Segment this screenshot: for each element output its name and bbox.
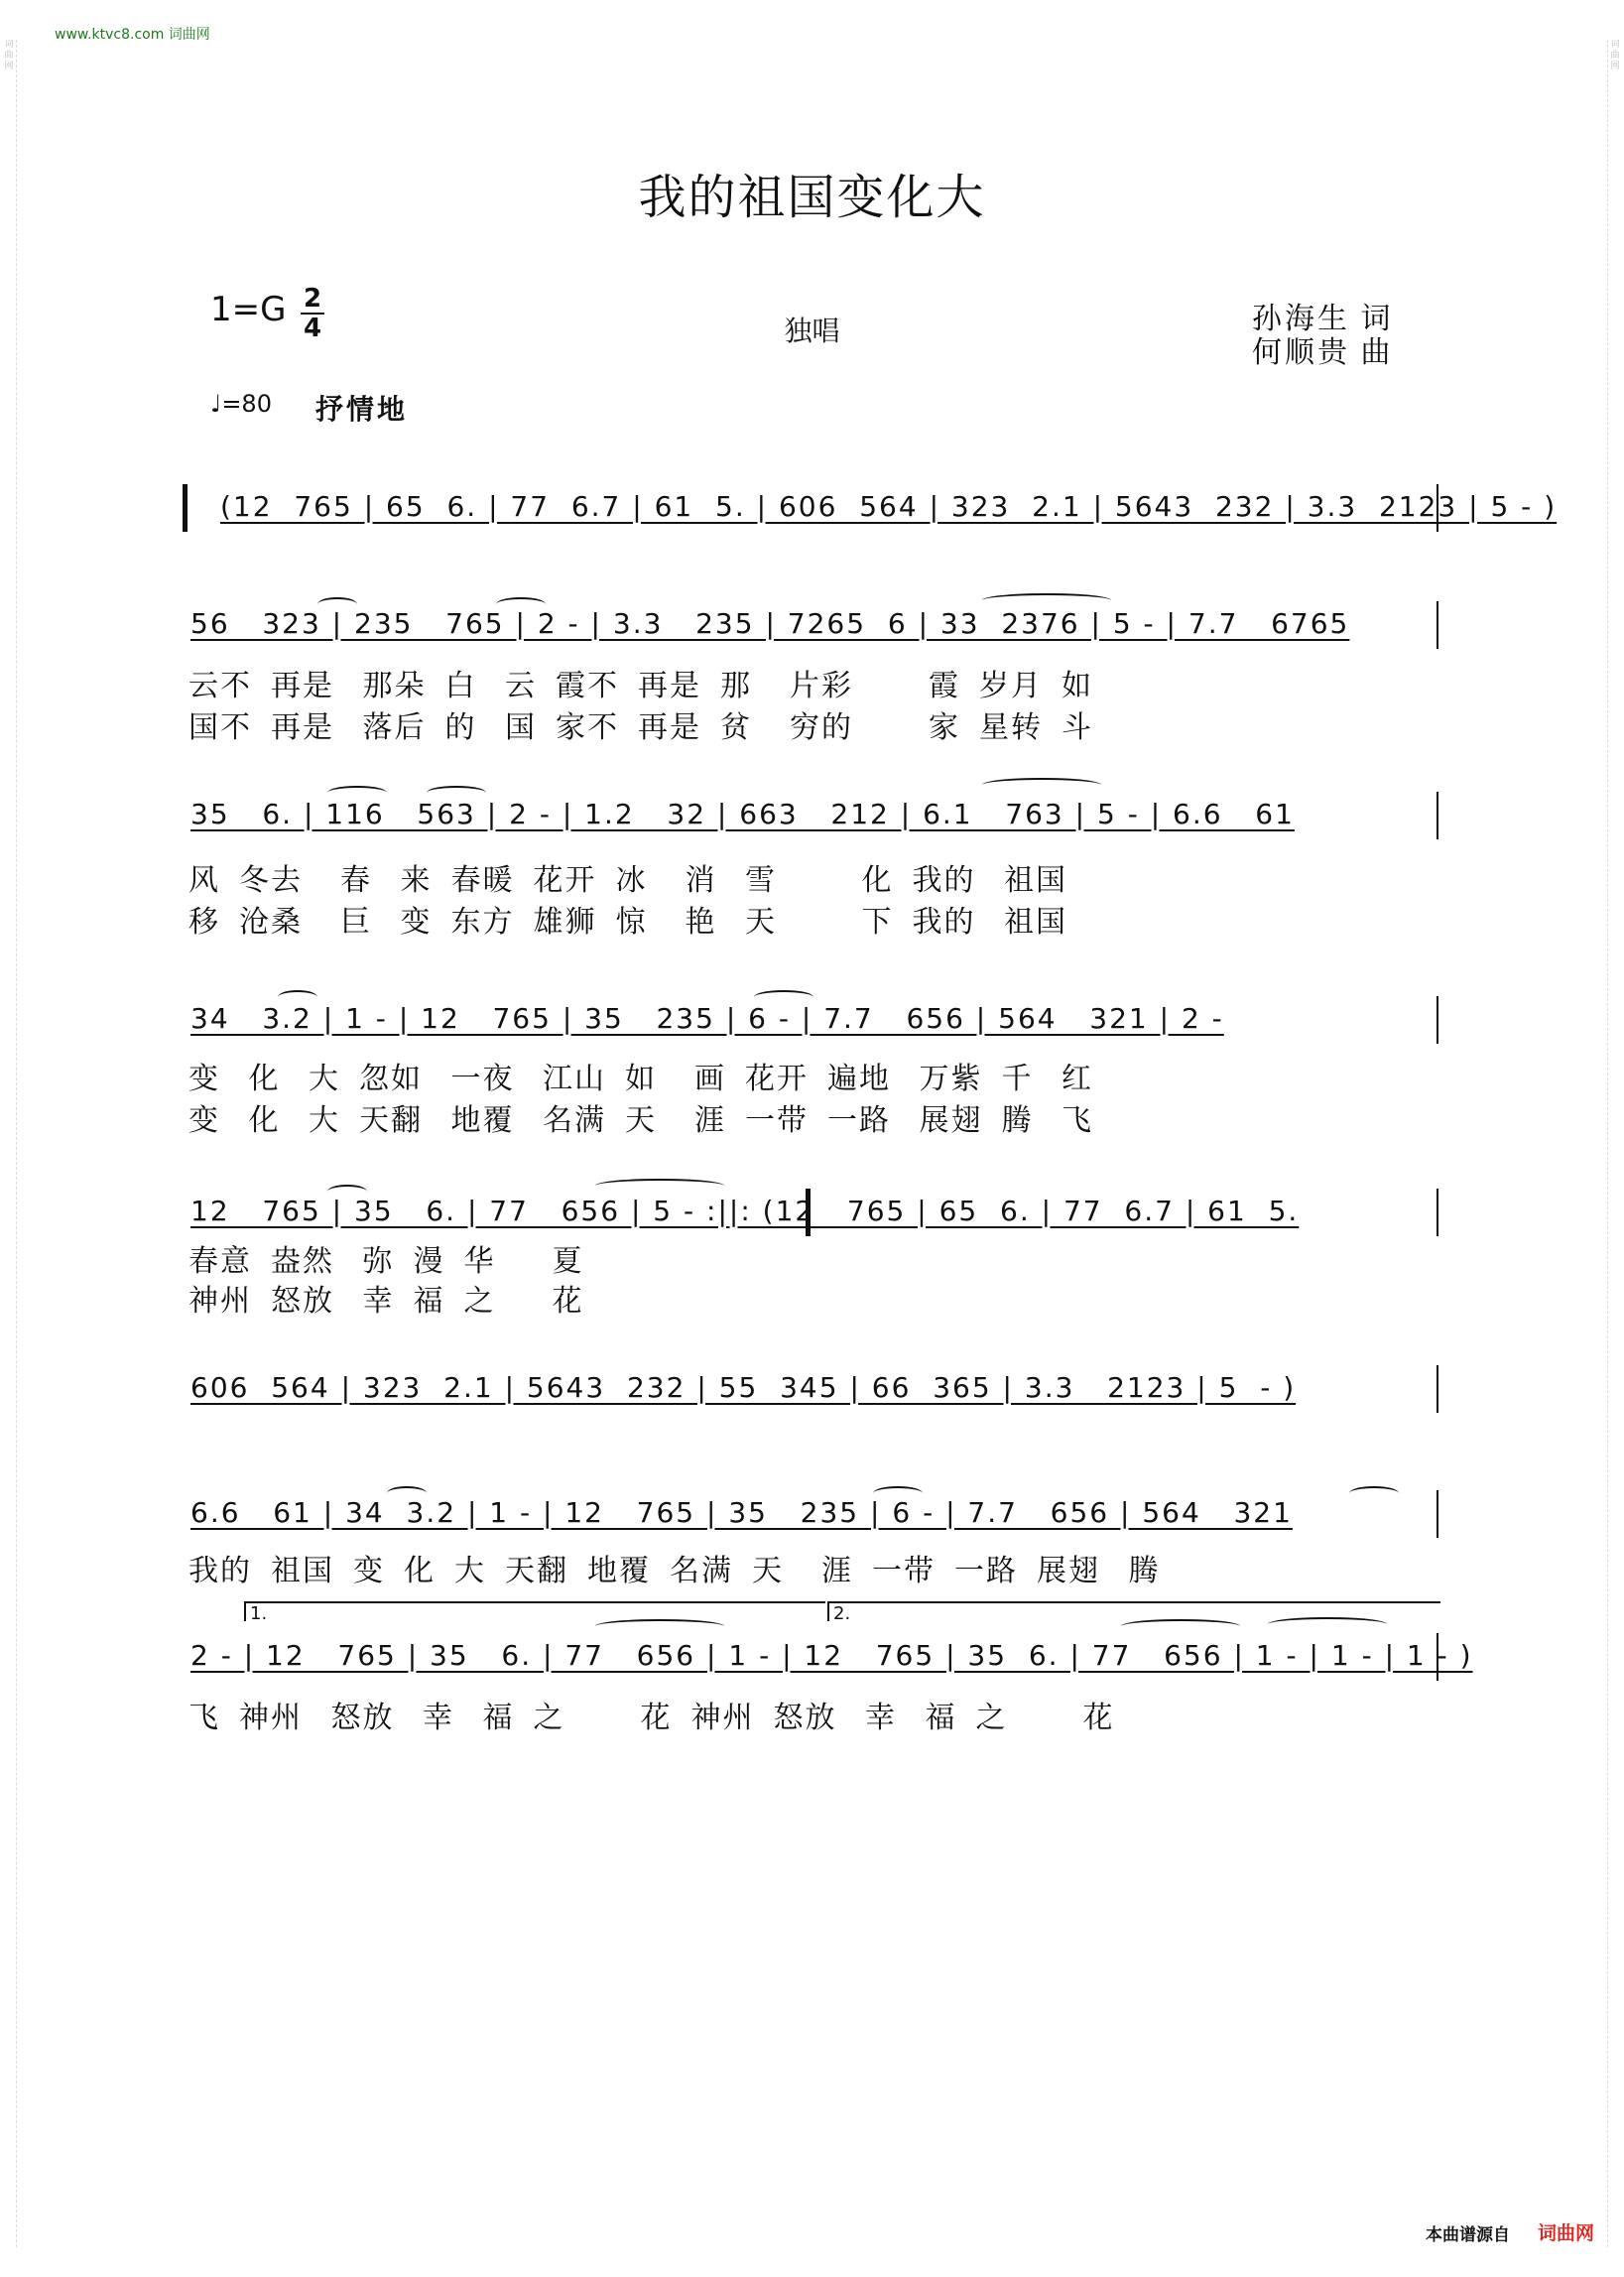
notation-line: 34 3.2 | 1 - | 12 765 | 35 235 | 6 - | 7.7 656 | 564 321 | 2 - xyxy=(190,1002,1224,1035)
slur xyxy=(1121,1619,1240,1633)
repeat-start-bar xyxy=(183,484,187,532)
lyric-verse-1: 云不 再是 那朵 白 云 霞不 再是 那 片彩 霞 岁月 如 xyxy=(188,670,1093,702)
tie xyxy=(1268,1617,1387,1631)
lyric-verse-1: 我的 祖国 变 化 大 天翻 地覆 名满 天 涯 一带 一路 展翅 腾 xyxy=(188,1555,1161,1587)
lyric-verse-1: 飞 神州 怒放 幸 福 之 花 神州 怒放 幸 福 之 花 xyxy=(188,1702,1115,1734)
end-bar xyxy=(1437,1189,1438,1236)
notation-line: 56 323 | 235 765 | 2 - | 3.3 235 | 7265 6 | 33 2376 | 5 - | 7.7 6765 xyxy=(190,607,1350,640)
lyric-verse-2: 移 沧桑 巨 变 东方 雄狮 惊 艳 天 下 我的 祖国 xyxy=(188,906,1067,939)
side-mark: 词曲网 xyxy=(1610,40,1620,71)
left-side-watermark xyxy=(2,40,17,2247)
notation-line: (12 765 | 65 6. | 77 6.7 | 61 5. | 606 564 | 323 2.1 | 5643 232 | 3.3 2123 | 5 - ) xyxy=(220,490,1558,523)
performance-type: 独唱 xyxy=(784,315,840,347)
right-side-watermark xyxy=(1607,40,1622,2247)
end-bar xyxy=(1437,601,1438,649)
volta-label: 2. xyxy=(833,1603,851,1624)
side-mark: 词曲网 xyxy=(4,40,14,71)
site-watermark: www.ktvc8.com 词曲网 xyxy=(55,27,210,43)
end-bar xyxy=(1437,792,1438,839)
volta-label: 1. xyxy=(250,1603,268,1624)
slur xyxy=(595,1619,724,1633)
notation-line: 35 6. | 116 563 | 2 - | 1.2 32 | 663 212 | 6.1 763 | 5 - | 6.6 61 xyxy=(190,798,1295,830)
time-signature-top: 2 xyxy=(303,284,322,314)
end-bar xyxy=(1437,1365,1438,1413)
notation-line: 2 - | 12 765 | 35 6. | 77 656 | 1 - | 12 765 | 35 6. | 77 656 | 1 - | 1 - | 1 - ) xyxy=(190,1639,1473,1672)
slur xyxy=(1349,1486,1399,1500)
tie xyxy=(982,778,1101,792)
lyric-verse-1: 风 冬去 春 来 春暖 花开 冰 消 雪 化 我的 祖国 xyxy=(188,864,1067,897)
time-signature-bottom: 4 xyxy=(303,314,322,343)
lyric-verse-2: 国不 再是 落后 的 国 家不 再是 贫 穷的 家 星转 斗 xyxy=(188,711,1093,744)
end-bar xyxy=(1437,996,1438,1044)
song-title: 我的祖国变化大 xyxy=(638,170,986,225)
slur xyxy=(595,1179,724,1193)
expression-marking: 抒情地 xyxy=(315,393,409,426)
notation-line: 6.6 61 | 34 3.2 | 1 - | 12 765 | 35 235 | 6 - | 7.7 656 | 564 321 xyxy=(190,1496,1293,1529)
footer-source-label: 本曲谱源自 xyxy=(1426,2225,1510,2245)
lyric-verse-1: 变 化 大 忽如 一夜 江山 如 画 花开 遍地 万紫 千 红 xyxy=(188,1063,1093,1095)
composer-credit: 何顺贵 曲 xyxy=(1252,336,1394,369)
lyricist-credit: 孙海生 词 xyxy=(1252,303,1394,335)
lyric-verse-1: 春意 盎然 弥 漫 华 夏 xyxy=(188,1245,584,1278)
lyric-verse-2: 变 化 大 天翻 地覆 名满 天 涯 一带 一路 展翅 腾 飞 xyxy=(188,1104,1093,1137)
end-bar xyxy=(1437,1490,1438,1538)
tempo-marking: ♩=80 xyxy=(210,390,272,418)
key-signature: 1=G xyxy=(210,290,287,329)
notation-line: 606 564 | 323 2.1 | 5643 232 | 55 345 | 66 365 | 3.3 2123 | 5 - ) xyxy=(190,1371,1297,1404)
tie xyxy=(982,593,1111,607)
volta-bracket-1 xyxy=(244,1601,825,1624)
notation-line: 12 765 | 35 6. | 77 656 | 5 - :||: (12 765 | 65 6. | 77 6.7 | 61 5. xyxy=(190,1195,1300,1227)
footer-site-logo[interactable]: 词曲网 xyxy=(1537,2222,1594,2244)
lyric-verse-2: 神州 怒放 幸 福 之 花 xyxy=(188,1285,584,1318)
